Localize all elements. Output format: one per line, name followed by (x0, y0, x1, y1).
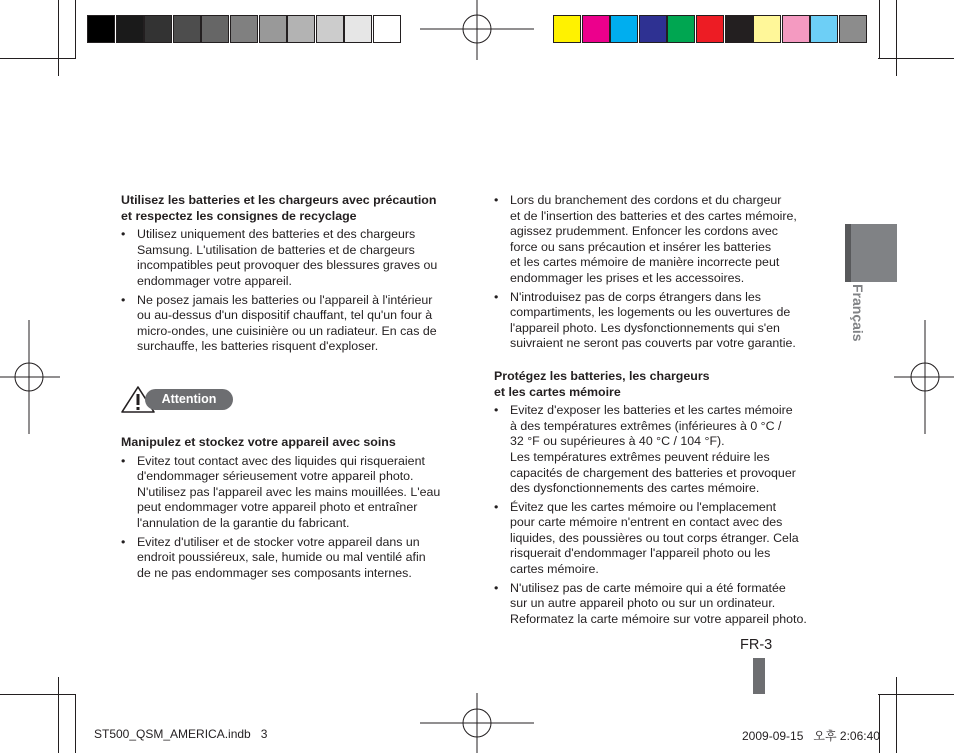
list-item: • Utilisez uniquement des batteries et des chargeurs Samsung. L'utilisation de batteries et de chargeurs incompatibles peut provoquer des blessures graves ou endommager votre appareil. (121, 227, 438, 288)
color-swatch (667, 15, 695, 43)
color-swatch (373, 15, 401, 43)
attention-label (121, 385, 466, 415)
list-item: • Évitez que les cartes mémoire ou l'emplacement pour carte mémoire n'entrent en contact avec des liquides, des poussières ou tout corps étranger. Cela risquerait d'endommager l'appareil photo ou les cartes mémoire. (494, 499, 799, 577)
section-protect-batteries (494, 369, 834, 628)
registration-mark-right (894, 320, 954, 434)
footer-filename: ST500_QSM_AMERICA.indb (94, 727, 251, 741)
color-swatch (144, 15, 172, 43)
list-item: • Evitez tout contact avec des liquides qui risqueraient d'endommager sérieusement votre appareil photo. N'utilisez pas l'appareil avec les mains mouillées. L'eau peut endommager votre appareil photo et entraîner l'annulation de la garantie du fabricant. (121, 453, 441, 530)
page-number-bar (753, 658, 765, 694)
footer-page: 3 (260, 727, 268, 741)
attention-badge: Attention (145, 389, 233, 410)
color-swatch (810, 15, 838, 43)
section-handling-storage (121, 435, 466, 581)
list-item: • Lors du branchement des cordons et du chargeur et de l'insertion des batteries et des cartes mémoire, agissez prudemment. Enfoncer les cordons avec force ou sans précaution et insérer les batteries et les cartes mémoire de manière incorrecte peut endommager les prises et les accessoires. (494, 193, 797, 285)
color-swatch (839, 15, 867, 43)
section-heading: Manipulez et stockez votre appareil avec soins (121, 434, 396, 449)
color-swatch (753, 15, 781, 43)
registration-mark-left (0, 320, 60, 434)
footer-file (94, 727, 267, 741)
color-swatch (582, 15, 610, 43)
section-heading: Protégez les batteries, les chargeurs et les cartes mémoire (494, 368, 710, 399)
page-number: FR-3 (740, 637, 773, 653)
section-heading: Utilisez les batteries et les chargeurs avec précaution et respectez les consignes de recyclage (121, 193, 437, 223)
color-swatch (725, 15, 753, 43)
color-swatch (173, 15, 201, 43)
color-swatch (610, 15, 638, 43)
right-column (494, 193, 834, 630)
language-tab (845, 224, 897, 282)
list-item: • Evitez d'utiliser et de stocker votre appareil dans un endroit poussiéreux, sale, humide ou mal ventilé afin de ne pas endommager ses composants internes. (121, 534, 426, 580)
color-swatch (316, 15, 344, 43)
color-swatch (201, 15, 229, 43)
left-column (121, 193, 466, 584)
language-tab-label: Français (850, 284, 866, 342)
list-item: • Ne posez jamais les batteries ou l'appareil à l'intérieur ou au-dessus d'un dispositif chauffant, tel qu'un four à micro-ondes, une cuisinière ou un radiateur. En cas de surchauffe, les batteries risquent d'exploser. (121, 292, 437, 354)
list-item: • Evitez d'exposer les batteries et les cartes mémoire à des températures extrêmes (inférieures à 0 °C / 32 °F ou supérieures à 40 °C / 104 °F). Les températures extrêmes peuvent réduire les capacités de chargement des batteries et provoquer des dysfonctionnements des cartes mémoire. (494, 403, 796, 496)
color-swatch (230, 15, 258, 43)
color-swatch (639, 15, 667, 43)
color-swatch (116, 15, 144, 43)
color-swatch (87, 15, 115, 43)
color-swatch (344, 15, 372, 43)
color-swatch (696, 15, 724, 43)
list-item: • N'utilisez pas de carte mémoire qui a été formatée sur un autre appareil photo ou sur un ordinateur. Reformatez la carte mémoire sur votre appareil photo. (494, 580, 807, 626)
section-batteries-chargers (121, 193, 466, 355)
language-tab-accent (845, 224, 851, 282)
registration-mark-top (420, 0, 534, 60)
color-swatch (259, 15, 287, 43)
footer-timestamp: 2009-09-15 오후 2:06:40 (742, 729, 880, 743)
color-swatch (782, 15, 810, 43)
color-swatch (553, 15, 581, 43)
registration-mark-bottom (420, 693, 534, 753)
list-item: • N'introduisez pas de corps étrangers dans les compartiments, les logements ou les ouvertures de l'appareil photo. Les dysfonctionnements qui s'en suivraient ne seront pas couverts par votre garantie. (494, 289, 796, 351)
color-swatch (287, 15, 315, 43)
